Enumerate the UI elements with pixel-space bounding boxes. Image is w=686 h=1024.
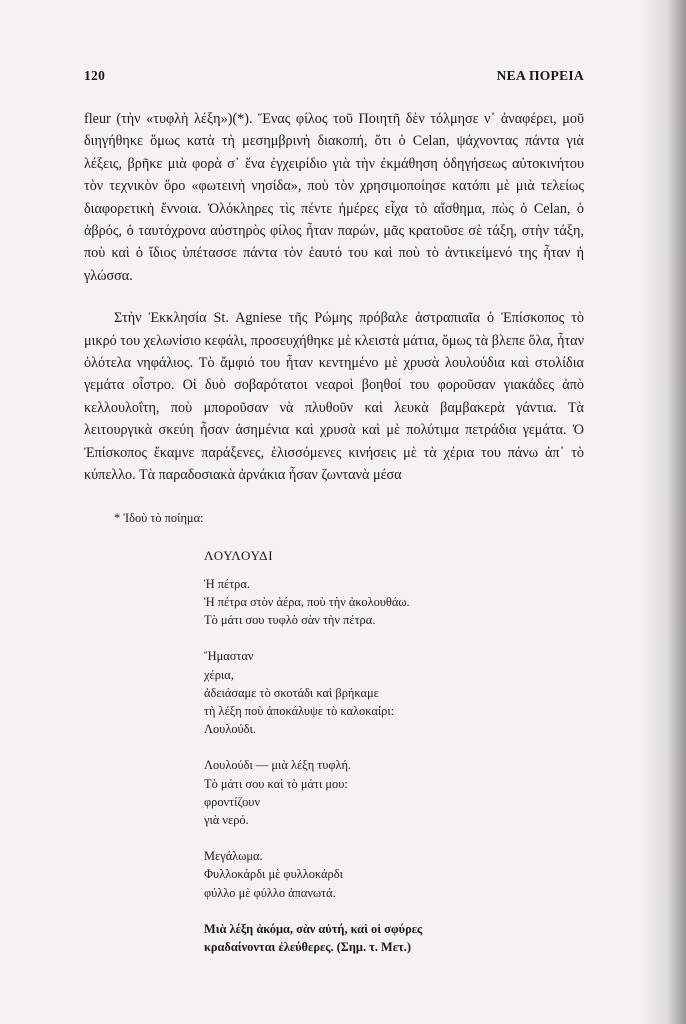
poem-line: τὴ λέξη ποὺ ἀποκάλυψε τὸ καλοκαίρι: — [204, 703, 395, 718]
poem-title: ΛΟΥΛΟΥΔΙ — [204, 547, 274, 563]
stanza — [204, 756, 584, 829]
poem-line: Τὸ μάτι σου καὶ τὸ μάτι μου: — [204, 776, 348, 791]
poem-line: κραδαίνονται ἐλεύθερες. (Σημ. τ. Μετ.) — [204, 939, 411, 954]
poem-line: Μεγάλωμα. — [204, 849, 263, 864]
journal-title: ΝΕΑ ΠΟΡΕΙΑ — [496, 68, 584, 83]
poem-line: Λουλούδι — μιὰ λέξη τυφλή. — [204, 758, 352, 773]
poem-line: γιὰ νερό. — [204, 812, 249, 827]
poem-line: Ἡ πέτρα. — [204, 576, 250, 591]
poem — [204, 547, 584, 957]
stanza — [204, 847, 584, 902]
paragraph: fleur (τὴν «τυφλὴ λέξη»)(*). Ἕνας φίλος τοῦ Ποιητῆ δὲν τόλμησε ν᾽ ἀναφέρει, μοῦ διηγήθηκε ὅμως κατὰ τὴ μεσημβρινὴ διακοπή, ὅτι ὁ Celan, ψάχνοντας πάντα γιὰ λέξεις, βρῆκε μιὰ φορὰ σ᾽ ἕνα ἐγχειρίδιο γιὰ τὴν ἐκμάθηση ὁδηγήσεως αὐτοκινήτου τὸν τεχνικὸν ὅρο «φωτεινὴ νησίδα», ποὺ τὸν χρησιμοποίησε κατόπι μὲ μιὰ τελείως διαφορετικὴ ἔννοια. Ὁλόκληρες τὶς πέντε ἡμέρες εἶχα τὸ αἴσθημα, πὼς ὁ Celan, ὁ ἁβρός, ὁ ταυτόχρονα αὐστηρὸς φίλος ἦταν παρών, μᾶς κρατοῦσε σὲ τάξη, στὴν τάξη, ποὺ καὶ ὁ ἴδιος ὑπέτασσε πάντα τὸν ἑαυτό του καὶ ποὺ τὸ ἀντικείμενό της ἦταν ἡ γλώσσα. — [84, 111, 584, 284]
page-edge-shadow — [640, 0, 686, 1024]
stanza — [204, 647, 584, 738]
poem-line: Μιὰ λέξη ἀκόμα, σὰν αὐτή, καὶ οἱ σφύρες — [204, 921, 423, 936]
poem-line: Λουλούδι. — [204, 722, 256, 737]
translator-note — [204, 920, 584, 956]
stanza — [204, 575, 584, 630]
running-head — [84, 68, 584, 84]
poem-line: φροντίζουν — [204, 794, 261, 809]
poem-line: ἀδειάσαμε τὸ σκοτάδι καὶ βρήκαμε — [204, 685, 379, 700]
footnote — [84, 509, 584, 957]
poem-line: Ἡ πέτρα στὸν ἀέρα, ποὺ τὴν ἀκολουθάω. — [204, 594, 410, 609]
page-number: 120 — [84, 68, 106, 83]
body-text — [84, 108, 584, 487]
paragraph: Στὴν Ἐκκλησία St. Agniese τῆς Ρώμης πρόβαλε ἀστραπιαῖα ὁ Ἐπίσκοπος τὸ μικρό του χελωνίσιο κεφάλι, προσευχήθηκε μὲ κλειστὰ μάτια, ὅμως τὰ βλεπε ὅλα, ἦταν ὁλότελα νηφάλιος. Τὸ ἄμφιό του ἦταν κεντημένο μὲ χρυσὰ λουλούδια καὶ στολίδια γεμάτα οἶστρο. Οἱ δυὸ σοβαρότατοι νεαροὶ βοηθοί του φοροῦσαν γιακάδες ἀπὸ κελλουλοΐτη, ποὺ μποροῦσαν νὰ πλυθοῦν καὶ λευκὰ βαμβακερὰ γάντια. Τὰ λειτουργικὰ σκεύη ἦσαν ἀσημένια καὶ χρυσὰ καὶ μὲ πολύτιμα πετράδια γεμάτα. Ὁ Ἐπίσκοπος ἔκαμνε παράξενες, ἑλισσόμενες κινήσεις μὲ τὰ χέρια του πάνω ἀπ᾽ τὸ κύπελλο. Τὰ παραδοσιακὰ ἀρνάκια ἦσαν ζωντανὰ μέσα — [84, 310, 584, 484]
poem-line: Τὸ μάτι σου τυφλὸ σὰν τὴν πέτρα. — [204, 613, 376, 628]
poem-line: Ἤμασταν — [204, 649, 254, 664]
poem-line: χέρια, — [204, 667, 234, 682]
poem-line: φύλλο μὲ φύλλο ἀπανωτά. — [204, 885, 336, 900]
footnote-intro: * Ἰδοὺ τὸ ποίημα: — [114, 510, 204, 525]
poem-line: Φυλλοκάρδι μὲ φυλλοκάρδι — [204, 867, 343, 882]
book-page — [84, 68, 584, 974]
